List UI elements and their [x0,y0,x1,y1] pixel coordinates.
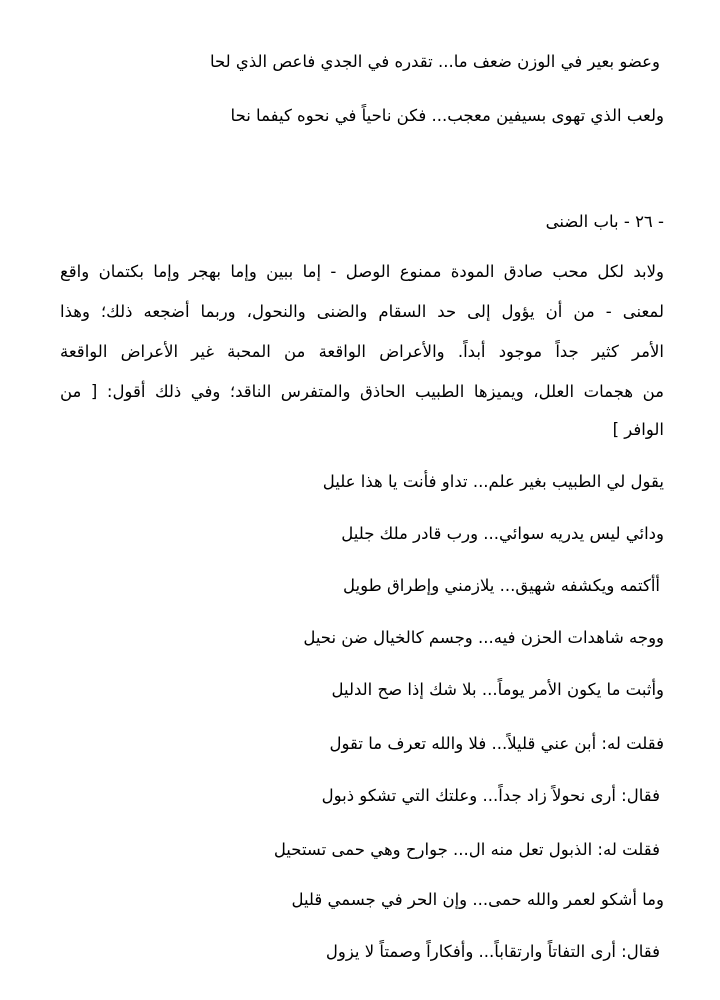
paragraph-line: من هجمات العلل، ويميزها الطبيب الحاذق والمتفرس الناقد؛ وفي ذلك أقول: [ من [60,382,664,401]
verse-line: فقال: أرى التفاتاً وارتقاباً... وأفكاراً وصمتاً لا يزول [325,942,660,961]
verse-line: ولعب الذي تهوى بسيفين معجب... فكن ناحياً في نحوه كيفما نحا [230,106,664,125]
verse-line: وعضو بعير في الوزن ضعف ما... تقدره في الجدي فاعص الذي لحا [209,52,660,71]
section-heading: - ٢٦ - باب الضنى [545,212,664,231]
verse-line: فقلت له: أبن عني قليلاً... فلا والله تعرف ما تقول [329,734,664,753]
verse-line: وأثبت ما يكون الأمر يوماً... بلا شك إذا صح الدليل [331,680,664,699]
verse-line: أأكتمه ويكشفه شهيق... يلازمني وإطراق طويل [343,576,660,595]
paragraph-line: الأمر كثير جداً موجود أبداً. والأعراض الواقعة من المحبة غير الأعراض الواقعة [60,342,664,361]
paragraph-line: ولابد لكل محب صادق المودة ممنوع الوصل - إما ببين وإما بهجر وإما بكتمان واقع [60,262,664,281]
verse-line: يقول لي الطبيب بغير علم... تداو فأنت يا هذا عليل [322,472,664,491]
paragraph-line: الوافر ] [612,420,664,439]
verse-line: ووجه شاهدات الحزن فيه... وجسم كالخيال ضن نحيل [303,628,664,647]
verse-line: فقال: أرى نحولاً زاد جداً... وعلتك التي تشكو ذبول [321,786,660,805]
paragraph-line: لمعنى - من أن يؤول إلى حد السقام والضنى والنحول، وربما أضجعه ذلك؛ وهذا [60,302,664,321]
verse-line: فقلت له: الذبول تعل منه ال... جوارح وهي حمى تستحيل [273,840,660,859]
verse-line: ودائي ليس يدريه سوائي... ورب قادر ملك جليل [341,524,664,543]
verse-line: وما أشكو لعمر والله حمى... وإن الحر في جسمي قليل [291,890,664,909]
